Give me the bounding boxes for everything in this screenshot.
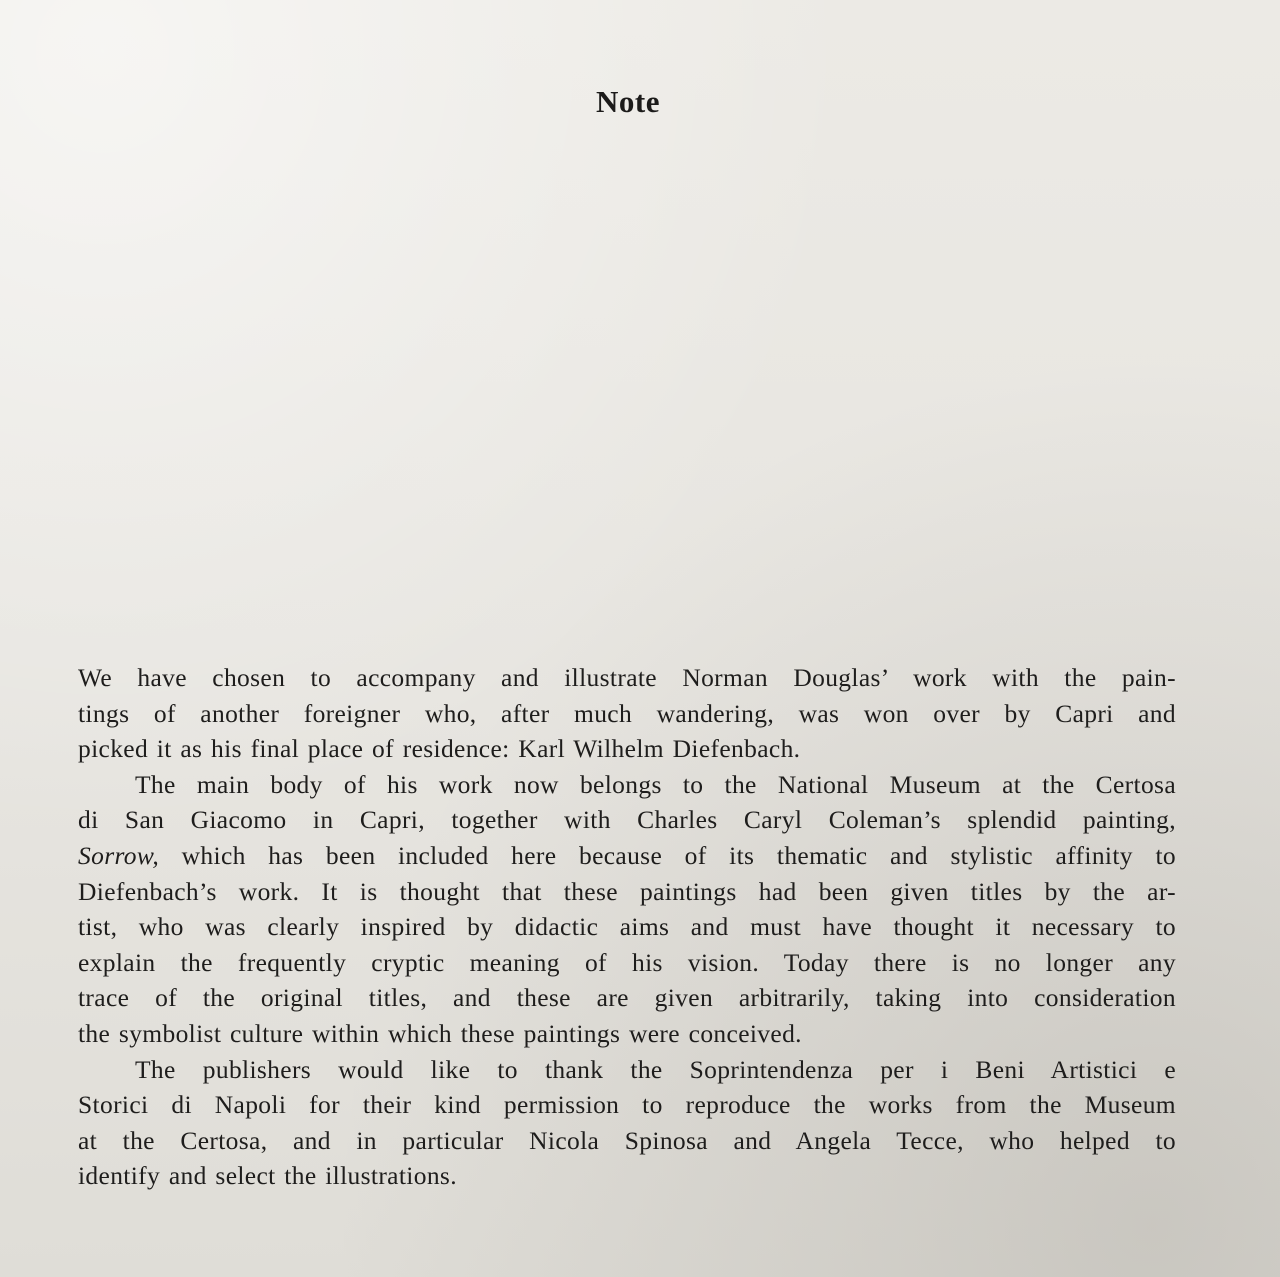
text-line: the symbolist culture within which these paintings were conceived.	[78, 1018, 802, 1048]
text-line: Diefenbach’s work. It is thought that these paintings had been given titles by the ar-	[78, 876, 1176, 906]
text-line: The publishers would like to thank the Soprintendenza per i Beni Artistici e	[135, 1054, 1176, 1084]
text-line: explain the frequently cryptic meaning of his vision. Today there is no longer any	[78, 947, 1176, 977]
page-title: Note	[596, 84, 660, 119]
text-line: tist, who was clearly inspired by didactic aims and must have thought it necessary to	[78, 912, 1176, 942]
text-line: Storici di Napoli for their kind permission to reproduce the works from the Museum	[78, 1090, 1176, 1120]
text-line: The main body of his work now belongs to the National Museum at the Certosa	[135, 769, 1176, 799]
text-line: tings of another foreigner who, after much wandering, was won over by Capri and	[78, 698, 1176, 728]
note-body	[78, 660, 1176, 1194]
text-line: di San Giacomo in Capri, together with Charles Caryl Coleman’s splendid painting,	[78, 805, 1176, 835]
painting-title: Sorrow,	[78, 840, 160, 870]
text-line: identify and select the illustrations.	[78, 1161, 457, 1191]
text-line-with-title	[78, 838, 1176, 874]
text-line: at the Certosa, and in particular Nicola Spinosa and Angela Tecce, who helped to	[78, 1125, 1176, 1155]
text-line: We have chosen to accompany and illustrate Norman Douglas’ work with the pain-	[78, 663, 1176, 692]
text-line: picked it as his final place of residence: Karl Wilhelm Diefenbach.	[78, 734, 801, 764]
text-line-rest: which has been included here because of its thematic and stylistic affinity to	[181, 840, 1176, 870]
text-line: trace of the original titles, and these are given arbitrarily, taking into consideration	[78, 983, 1176, 1013]
